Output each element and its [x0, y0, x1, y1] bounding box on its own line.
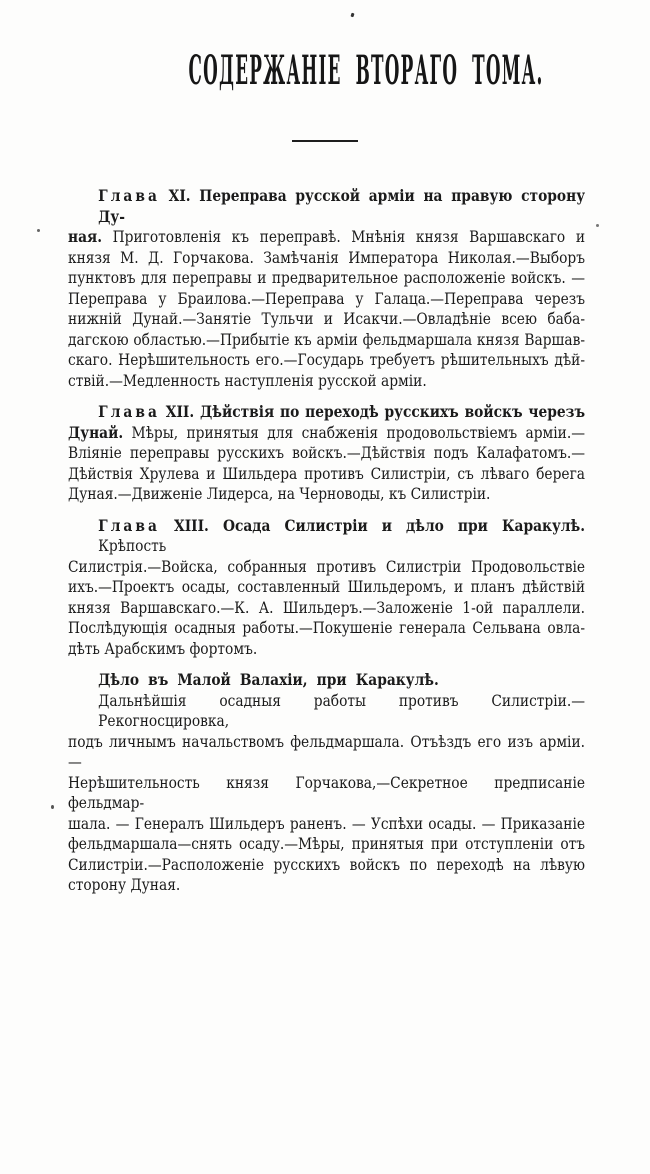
toc-line [68, 309, 585, 330]
toc-segment: Дѣйствія Хрулева и Шильдера противъ Силистріи, съ лѣваго берега [68, 463, 586, 483]
toc-segment: Дальнѣйшія осадныя работы противъ Силистріи.—Рекогносцировка, [98, 690, 586, 730]
toc-segment: Силистріи.—Расположеніе русскихъ войскъ по переходѣ на лѣвую [68, 854, 586, 874]
toc-segment: Приготовленія къ переправѣ. Мнѣнія князя Варшавскаго и [102, 227, 586, 246]
toc-segment: дагскою областью.—Прибытіе къ арміи фельдмаршала князя Варшав- [68, 329, 586, 349]
toc-line [68, 227, 585, 248]
toc-segment: Послѣдующія осадныя работы.—Покушеніе генерала Сельвана овла- [68, 618, 586, 637]
scan-speck-left-lower [51, 805, 54, 809]
toc-segment: нижній Дунай.—Занятіе Тульчи и Исакчи.—Овладѣніе всею баба- [68, 309, 586, 328]
toc-segment: дѣть Арабскимъ фортомъ. [68, 638, 258, 658]
toc-line [68, 371, 585, 392]
toc-segment: ихъ.—Проектъ осады, составленный Шильдеромъ, и планъ дѣйствій [68, 577, 586, 596]
toc-line [68, 691, 585, 732]
toc-segment: скаго. Нерѣшительность его.—Государь требуетъ рѣшительныхъ дѣй- [68, 350, 586, 369]
toc-line [68, 855, 585, 876]
toc-segment-bold: XII. Дѣйствія по переходѣ русскихъ войскъ черезъ [159, 402, 586, 421]
chapter-xii-entry [68, 402, 585, 505]
toc-segment-bold: Глава [98, 402, 160, 421]
toc-segment: Дуная.—Движеніе Лидерса, на Черноводы, къ Силистріи. [68, 484, 491, 503]
toc-line [68, 330, 585, 351]
toc-segment: Силистрія.—Войска, собранныя противъ Силистріи Продовольствіе [68, 556, 586, 576]
section-heading-malaya-valakhia [68, 670, 585, 691]
toc-segment: князя М. Д. Горчакова. Замѣчанія Императора Николая.—Выборъ [68, 247, 586, 267]
toc-line [68, 670, 585, 691]
scan-speck-right [596, 224, 599, 227]
toc-line [68, 875, 585, 896]
page-title: СОДЕРЖАНІЕ ВТОРАГО ТОМА. [188, 47, 544, 94]
toc-segment: фельдмаршала—снять осаду.—Мѣры, принятыя при отступленіи отъ [68, 834, 586, 853]
toc-segment: князя Варшавскаго.—К. А. Шильдеръ.—Заложеніе 1-ой параллели. [68, 597, 586, 617]
toc-segment: пунктовъ для переправы и предварительное расположеніе войскъ. — [68, 268, 586, 287]
toc-segment: шала. — Генералъ Шильдеръ раненъ. — Успѣхи осады. — Приказаніе [68, 813, 586, 833]
toc-line [68, 732, 585, 773]
toc-segment-bold: XI. Переправа русской арміи на правую сторону Ду- [98, 186, 586, 226]
toc-line [68, 484, 585, 505]
toc-segment-bold: XIII. Осада Силистріи и дѣло при Каракулѣ. [159, 515, 586, 535]
toc-line [68, 598, 585, 619]
toc-segment-bold: Глава [98, 186, 160, 205]
toc-line [68, 577, 585, 598]
toc-text-block [68, 186, 585, 896]
toc-segment-bold: Глава [98, 515, 160, 535]
malaya-valakhia-entry [68, 691, 585, 896]
chapter-xiii-entry [68, 516, 585, 660]
toc-line [68, 350, 585, 371]
toc-line [68, 289, 585, 310]
toc-line [68, 618, 585, 639]
toc-segment-bold: Дунай. [68, 422, 124, 442]
toc-line [68, 268, 585, 289]
toc-line [68, 443, 585, 464]
toc-segment: сторону Дуная. [68, 875, 181, 894]
toc-line [68, 402, 585, 423]
toc-line [68, 834, 585, 855]
scan-speck-left-upper [37, 229, 40, 232]
toc-segment: Крѣпость [98, 536, 167, 555]
toc-line [68, 773, 585, 814]
toc-line [68, 639, 585, 660]
toc-segment-bold: Дѣло въ Малой Валахіи, при Каракулѣ. [98, 670, 439, 689]
toc-segment: ствій.—Медленность наступленія русской арміи. [68, 370, 427, 390]
toc-segment: Мѣры, принятыя для снабженія продовольствіемъ арміи.— [123, 422, 586, 442]
title-divider-rule [292, 140, 358, 142]
toc-line [68, 464, 585, 485]
toc-segment: Нерѣшительность князя Горчакова,—Секретное предписаніе фельдмар- [68, 772, 586, 812]
toc-segment: подъ личнымъ начальствомъ фельдмаршала. Отъѣздъ его изъ арміи.— [68, 731, 586, 771]
scan-speck-top [350, 13, 354, 18]
toc-segment: Переправа у Браилова.—Переправа у Галаца.—Переправа черезъ [68, 288, 586, 308]
toc-segment-bold: ная. [68, 227, 103, 246]
toc-line [68, 516, 585, 557]
toc-line [68, 557, 585, 578]
toc-line [68, 248, 585, 269]
chapter-xi-entry [68, 186, 585, 391]
toc-line [68, 186, 585, 227]
toc-segment: Вліяніе переправы русскихъ войскъ.—Дѣйствія подъ Калафатомъ.— [68, 443, 586, 462]
toc-line [68, 814, 585, 835]
toc-line [68, 423, 585, 444]
